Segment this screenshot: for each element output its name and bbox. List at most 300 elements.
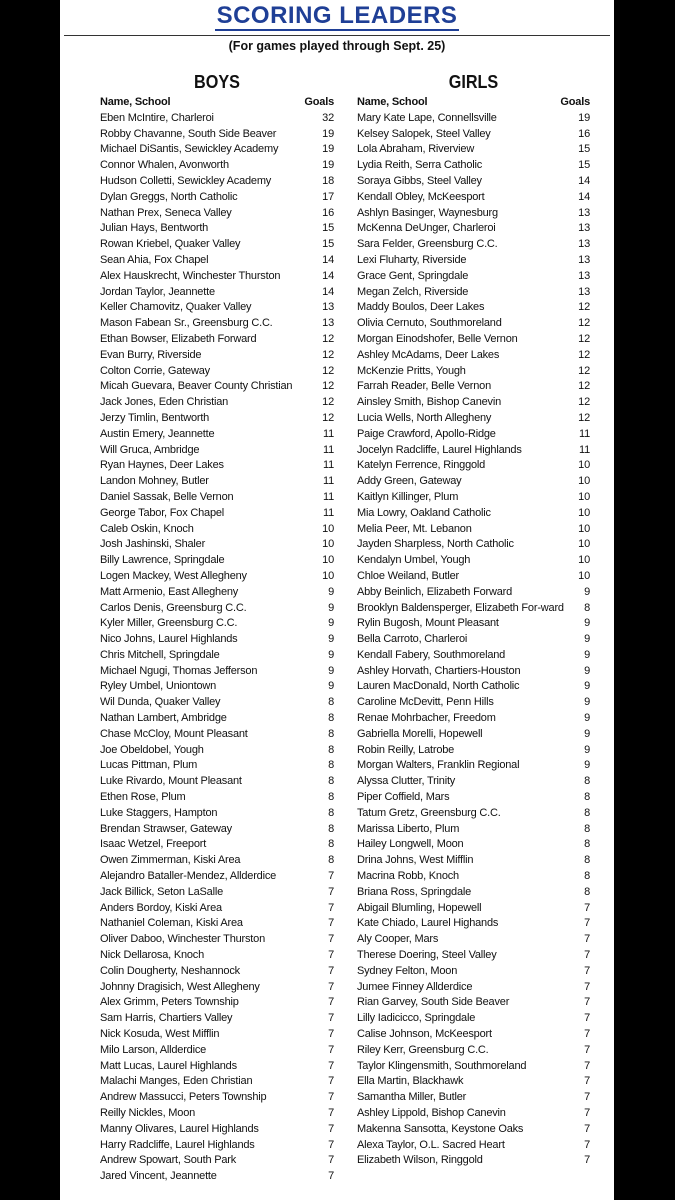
table-row [357, 837, 590, 853]
table-row [100, 1153, 334, 1169]
goals-value: 7 [328, 1059, 334, 1072]
table-row [100, 237, 334, 253]
table-row [357, 190, 590, 206]
player-name-school: Andrew Massucci, Peters Township [100, 1091, 267, 1104]
goals-header: Goals [560, 96, 590, 108]
player-name-school: Robin Reilly, Latrobe [357, 743, 455, 756]
goals-value: 7 [328, 1154, 334, 1167]
goals-value: 12 [322, 332, 334, 345]
goals-value: 8 [584, 885, 590, 898]
player-name-school: Aly Cooper, Mars [357, 933, 439, 946]
table-row [357, 522, 590, 538]
player-name-school: Manny Olivares, Laurel Highlands [100, 1122, 259, 1135]
goals-value: 19 [322, 159, 334, 172]
goals-value: 14 [322, 253, 334, 266]
table-row [100, 506, 334, 522]
goals-value: 15 [578, 143, 590, 156]
player-name-school: Calise Johnson, McKeesport [357, 1028, 492, 1041]
player-name-school: Micah Guevara, Beaver County Christian [100, 380, 293, 393]
goals-value: 16 [322, 206, 334, 219]
table-row [100, 743, 334, 759]
table-row [100, 632, 334, 648]
goals-value: 8 [584, 775, 590, 788]
player-name-school: Ryley Umbel, Uniontown [100, 680, 217, 693]
goals-value: 8 [328, 806, 334, 819]
player-name-school: Rylin Bugosh, Mount Pleasant [357, 617, 499, 630]
player-name-school: Daniel Sassak, Belle Vernon [100, 490, 234, 503]
table-row [357, 648, 590, 664]
table-row [100, 948, 334, 964]
player-name-school: Jumee Finney Allderdice [357, 980, 473, 993]
goals-value: 7 [584, 933, 590, 946]
newspaper-page [60, 0, 614, 1200]
goals-value: 13 [578, 253, 590, 266]
goals-value: 13 [322, 301, 334, 314]
table-row [357, 269, 590, 285]
goals-value: 14 [578, 174, 590, 187]
table-row [357, 458, 590, 474]
goals-value: 8 [328, 822, 334, 835]
table-row [357, 695, 590, 711]
table-row [357, 348, 590, 364]
table-row [100, 916, 334, 932]
table-row [357, 1011, 590, 1027]
player-name-school: Hudson Colletti, Sewickley Academy [100, 174, 272, 187]
player-name-school: Julian Hays, Bentworth [100, 222, 209, 235]
table-row [100, 474, 334, 490]
goals-value: 12 [322, 348, 334, 361]
goals-value: 12 [322, 411, 334, 424]
player-name-school: Chloe Weiland, Butler [357, 569, 459, 582]
goals-value: 11 [322, 459, 334, 472]
player-name-school: Joe Obeldobel, Yough [100, 743, 204, 756]
table-row [357, 948, 590, 964]
goals-value: 7 [328, 885, 334, 898]
goals-value: 8 [584, 806, 590, 819]
table-row [357, 853, 590, 869]
player-name-school: Elizabeth Wilson, Ringgold [357, 1154, 483, 1167]
player-name-school: Abby Beinlich, Elizabeth Forward [357, 585, 513, 598]
goals-value: 9 [584, 648, 590, 661]
goals-value: 19 [322, 143, 334, 156]
table-row [100, 1011, 334, 1027]
player-name-school: Marissa Liberto, Plum [357, 822, 460, 835]
player-name-school: Nico Johns, Laurel Highlands [100, 633, 238, 646]
player-name-school: Maddy Boulos, Deer Lakes [357, 301, 485, 314]
table-row [357, 490, 590, 506]
goals-value: 12 [322, 364, 334, 377]
player-name-school: Ashlyn Basinger, Waynesburg [357, 206, 498, 219]
goals-value: 13 [578, 269, 590, 282]
player-name-school: Evan Burry, Riverside [100, 348, 202, 361]
goals-value: 7 [584, 917, 590, 930]
goals-value: 11 [322, 475, 334, 488]
goals-value: 7 [328, 1138, 334, 1151]
goals-value: 7 [328, 1043, 334, 1056]
player-name-school: Andrew Spowart, South Park [100, 1154, 237, 1167]
table-row [100, 111, 334, 127]
goals-value: 8 [584, 854, 590, 867]
player-name-school: Macrina Robb, Knoch [357, 870, 459, 883]
player-name-school: Nick Dellarosa, Knoch [100, 949, 205, 962]
player-name-school: Nathan Prex, Seneca Valley [100, 206, 232, 219]
goals-value: 8 [584, 601, 590, 614]
player-name-school: Jordan Taylor, Jeannette [100, 285, 215, 298]
goals-value: 9 [328, 617, 334, 630]
goals-value: 18 [322, 174, 334, 187]
goals-value: 7 [328, 1028, 334, 1041]
player-name-school: Lilly Iadicicco, Springdale [357, 1012, 476, 1025]
name-school-header: Name, School [357, 96, 428, 108]
player-name-school: Ryan Haynes, Deer Lakes [100, 459, 224, 472]
table-row [100, 379, 334, 395]
goals-value: 7 [584, 1138, 590, 1151]
player-name-school: Megan Zelch, Riverside [357, 285, 469, 298]
table-row [100, 553, 334, 569]
table-row [100, 616, 334, 632]
table-row [100, 522, 334, 538]
goals-value: 8 [328, 838, 334, 851]
table-row [357, 364, 590, 380]
player-name-school: Lexi Fluharty, Riverside [357, 253, 467, 266]
goals-value: 19 [322, 127, 334, 140]
goals-value: 13 [578, 238, 590, 251]
player-name-school: Sam Harris, Chartiers Valley [100, 1012, 233, 1025]
player-name-school: Michael DiSantis, Sewickley Academy [100, 143, 279, 156]
player-name-school: Piper Coffield, Mars [357, 791, 450, 804]
player-name-school: Lydia Reith, Serra Catholic [357, 159, 483, 172]
table-row [357, 300, 590, 316]
table-row [357, 316, 590, 332]
table-row [357, 443, 590, 459]
player-name-school: Abigail Blumling, Hopewell [357, 901, 482, 914]
player-name-school: Reilly Nickles, Moon [100, 1107, 196, 1119]
table-row [357, 237, 590, 253]
table-row [357, 221, 590, 237]
table-row [100, 790, 334, 806]
goals-value: 8 [328, 775, 334, 788]
player-name-school: Lucia Wells, North Allegheny [357, 411, 492, 424]
goals-value: 8 [584, 822, 590, 835]
table-row [357, 679, 590, 695]
player-name-school: Landon Mohney, Butler [100, 475, 209, 488]
table-row [100, 395, 334, 411]
table-row [357, 1027, 590, 1043]
goals-value: 7 [328, 1122, 334, 1135]
goals-value: 10 [578, 554, 590, 567]
table-row [100, 285, 334, 301]
table-row [100, 253, 334, 269]
goals-value: 9 [584, 585, 590, 598]
player-name-school: Sean Ahia, Fox Chapel [100, 253, 209, 266]
girls-column-header [357, 95, 590, 111]
goals-value: 19 [578, 111, 590, 124]
goals-value: 14 [322, 285, 334, 298]
goals-value: 7 [584, 1091, 590, 1104]
player-name-school: Makenna Sansotta, Keystone Oaks [357, 1122, 524, 1135]
table-row [357, 253, 590, 269]
player-name-school: Caroline McDevitt, Penn Hills [357, 696, 494, 709]
goals-value: 12 [322, 396, 334, 409]
player-name-school: Michael Ngugi, Thomas Jefferson [100, 664, 258, 677]
player-name-school: Oliver Daboo, Winchester Thurston [100, 933, 265, 946]
goals-value: 7 [328, 1170, 334, 1183]
goals-value: 8 [328, 743, 334, 756]
table-row [100, 569, 334, 585]
table-row [357, 569, 590, 585]
player-name-school: Keller Chamovitz, Quaker Valley [100, 301, 252, 314]
table-row [357, 142, 590, 158]
table-row [357, 1090, 590, 1106]
goals-value: 14 [578, 190, 590, 203]
goals-value: 7 [328, 917, 334, 930]
player-name-school: Logen Mackey, West Allegheny [100, 569, 247, 582]
goals-value: 11 [322, 490, 334, 503]
goals-value: 7 [584, 1154, 590, 1167]
table-row [100, 1090, 334, 1106]
goals-value: 9 [584, 712, 590, 725]
player-name-school: Connor Whalen, Avonworth [100, 159, 229, 172]
goals-value: 9 [328, 601, 334, 614]
goals-value: 10 [578, 522, 590, 535]
table-row [100, 221, 334, 237]
player-name-school: Lola Abraham, Riverview [357, 143, 475, 156]
goals-value: 10 [322, 522, 334, 535]
player-name-school: Alexa Taylor, O.L. Sacred Heart [357, 1138, 505, 1151]
goals-value: 12 [578, 396, 590, 409]
table-row [100, 758, 334, 774]
player-name-school: Wil Dunda, Quaker Valley [100, 696, 221, 709]
player-name-school: Sydney Felton, Moon [357, 964, 458, 977]
goals-value: 9 [328, 664, 334, 677]
goals-value: 10 [322, 554, 334, 567]
player-name-school: Matt Armenio, East Allegheny [100, 585, 239, 598]
player-name-school: McKenzie Pritts, Yough [357, 364, 466, 377]
player-name-school: Katelyn Ferrence, Ringgold [357, 459, 486, 472]
goals-value: 7 [584, 901, 590, 914]
player-name-school: Luke Staggers, Hampton [100, 806, 218, 819]
player-name-school: Jared Vincent, Jeannette [100, 1170, 217, 1183]
goals-value: 12 [578, 348, 590, 361]
player-name-school: Mason Fabean Sr., Greensburg C.C. [100, 317, 273, 330]
goals-value: 12 [578, 301, 590, 314]
goals-value: 9 [584, 743, 590, 756]
table-row [100, 316, 334, 332]
player-name-school: Ethen Rose, Plum [100, 791, 186, 804]
table-row [357, 1122, 590, 1138]
goals-value: 8 [584, 791, 590, 804]
table-row [100, 901, 334, 917]
player-name-school: Billy Lawrence, Springdale [100, 554, 225, 567]
table-row [357, 664, 590, 680]
player-name-school: Will Gruca, Ambridge [100, 443, 200, 456]
table-row [357, 585, 590, 601]
table-row [100, 443, 334, 459]
player-name-school: Hailey Longwell, Moon [357, 838, 464, 851]
table-row [357, 506, 590, 522]
goals-value: 10 [578, 506, 590, 519]
player-name-school: Nathan Lambert, Ambridge [100, 712, 227, 725]
table-row [100, 585, 334, 601]
table-row [100, 1122, 334, 1138]
player-name-school: Ashley McAdams, Deer Lakes [357, 348, 500, 361]
goals-value: 13 [578, 206, 590, 219]
goals-value: 14 [322, 269, 334, 282]
table-row [100, 853, 334, 869]
player-name-school: Paige Crawford, Apollo-Ridge [357, 427, 496, 440]
girls-heading: GIRLS [448, 72, 499, 92]
goals-value: 9 [584, 617, 590, 630]
player-name-school: Luke Rivardo, Mount Pleasant [100, 775, 242, 788]
table-row [100, 679, 334, 695]
player-name-school: Nick Kosuda, West Mifflin [100, 1028, 220, 1041]
player-name-school: Robby Chavanne, South Side Beaver [100, 127, 277, 140]
table-row [100, 332, 334, 348]
player-name-school: Alejandro Bataller-Mendez, Allderdice [100, 870, 277, 883]
table-row [357, 206, 590, 222]
player-name-school: Owen Zimmerman, Kiski Area [100, 854, 241, 867]
player-name-school: Therese Doering, Steel Valley [357, 949, 497, 962]
goals-value: 7 [584, 1028, 590, 1041]
player-name-school: Chase McCloy, Mount Pleasant [100, 727, 248, 740]
table-row [100, 190, 334, 206]
table-row [100, 980, 334, 996]
table-row [357, 1059, 590, 1075]
player-name-school: Jack Jones, Eden Christian [100, 396, 229, 409]
goals-value: 9 [584, 727, 590, 740]
table-row [100, 711, 334, 727]
table-row [357, 1153, 590, 1169]
player-name-school: Ethan Bowser, Elizabeth Forward [100, 332, 257, 345]
goals-value: 10 [322, 538, 334, 551]
table-row [357, 964, 590, 980]
goals-value: 7 [584, 1059, 590, 1072]
goals-value: 7 [328, 949, 334, 962]
table-row [357, 901, 590, 917]
player-name-school: Mary Kate Lape, Connellsville [357, 111, 497, 124]
table-row [100, 458, 334, 474]
table-row [100, 964, 334, 980]
goals-value: 8 [584, 838, 590, 851]
player-name-school: Matt Lucas, Laurel Highlands [100, 1059, 237, 1072]
player-name-school: Nathaniel Coleman, Kiski Area [100, 917, 243, 930]
goals-value: 10 [578, 490, 590, 503]
player-name-school: Malachi Manges, Eden Christian [100, 1075, 253, 1088]
player-name-school: Milo Larson, Allderdice [100, 1043, 207, 1056]
player-name-school: Ella Martin, Blackhawk [357, 1075, 464, 1088]
player-name-school: Anders Bordoy, Kiski Area [100, 901, 222, 914]
table-row [357, 1106, 590, 1122]
table-row [357, 995, 590, 1011]
player-name-school: Ainsley Smith, Bishop Canevin [357, 396, 501, 409]
goals-value: 12 [578, 332, 590, 345]
goals-value: 7 [328, 996, 334, 1009]
table-row [100, 1106, 334, 1122]
table-row [357, 379, 590, 395]
player-name-school: McKenna DeUnger, Charleroi [357, 222, 496, 235]
table-row [357, 332, 590, 348]
player-name-school: Olivia Cernuto, Southmoreland [357, 317, 502, 330]
goals-value: 8 [328, 791, 334, 804]
girls-list [357, 111, 590, 1169]
table-row [357, 790, 590, 806]
goals-value: 9 [584, 633, 590, 646]
goals-value: 7 [584, 980, 590, 993]
table-row [100, 142, 334, 158]
table-row [357, 869, 590, 885]
table-row [100, 885, 334, 901]
goals-value: 12 [578, 380, 590, 393]
player-name-school: Sara Felder, Greensburg C.C. [357, 238, 498, 251]
table-row [357, 616, 590, 632]
player-name-school: Farrah Reader, Belle Vernon [357, 380, 492, 393]
player-name-school: Kaitlyn Killinger, Plum [357, 490, 459, 503]
table-row [100, 1027, 334, 1043]
goals-value: 9 [328, 648, 334, 661]
table-row [357, 553, 590, 569]
table-row [100, 727, 334, 743]
player-name-school: Johnny Dragisich, West Allegheny [100, 980, 260, 993]
player-name-school: Lauren MacDonald, North Catholic [357, 680, 520, 693]
goals-value: 7 [584, 1122, 590, 1135]
player-name-school: Gabriella Morelli, Hopewell [357, 727, 483, 740]
table-row [100, 364, 334, 380]
player-name-school: Alex Hauskrecht, Winchester Thurston [100, 269, 281, 282]
player-name-school: George Tabor, Fox Chapel [100, 506, 225, 519]
goals-value: 12 [578, 364, 590, 377]
player-name-school: Harry Radcliffe, Laurel Highlands [100, 1138, 255, 1151]
goals-value: 13 [578, 222, 590, 235]
player-name-school: Eben McIntire, Charleroi [100, 111, 214, 124]
boys-heading: BOYS [194, 72, 240, 92]
player-name-school: Colin Dougherty, Neshannock [100, 964, 240, 977]
goals-value: 7 [328, 933, 334, 946]
goals-value: 8 [328, 854, 334, 867]
player-name-school: Lucas Pittman, Plum [100, 759, 198, 772]
player-name-school: Jack Billick, Seton LaSalle [100, 885, 223, 898]
player-name-school: Ashley Horvath, Chartiers-Houston [357, 664, 521, 677]
player-name-school: Josh Jashinski, Shaler [100, 538, 206, 551]
table-row [100, 1059, 334, 1075]
divider [64, 35, 610, 36]
boys-list [100, 111, 334, 1185]
goals-value: 9 [584, 759, 590, 772]
table-row [100, 537, 334, 553]
table-row [357, 174, 590, 190]
goals-value: 12 [578, 411, 590, 424]
page-title-text: SCORING LEADERS [216, 2, 458, 29]
player-name-school: Melia Peer, Mt. Lebanon [357, 522, 472, 535]
goals-value: 12 [578, 317, 590, 330]
table-row [100, 269, 334, 285]
table-row [100, 1169, 334, 1185]
table-row [357, 474, 590, 490]
table-row [100, 300, 334, 316]
player-name-school: Austin Emery, Jeannette [100, 427, 215, 440]
goals-value: 16 [578, 127, 590, 140]
goals-value: 7 [328, 1107, 334, 1119]
goals-value: 10 [578, 459, 590, 472]
table-row [100, 822, 334, 838]
player-name-school: Caleb Oskin, Knoch [100, 522, 194, 535]
player-name-school: Briana Ross, Springdale [357, 885, 472, 898]
table-row [357, 632, 590, 648]
player-name-school: Brooklyn Baldensperger, Elizabeth For-ward [357, 601, 564, 614]
table-row [357, 916, 590, 932]
goals-value: 9 [328, 585, 334, 598]
table-row [100, 932, 334, 948]
player-name-school: Kelsey Salopek, Steel Valley [357, 127, 491, 140]
